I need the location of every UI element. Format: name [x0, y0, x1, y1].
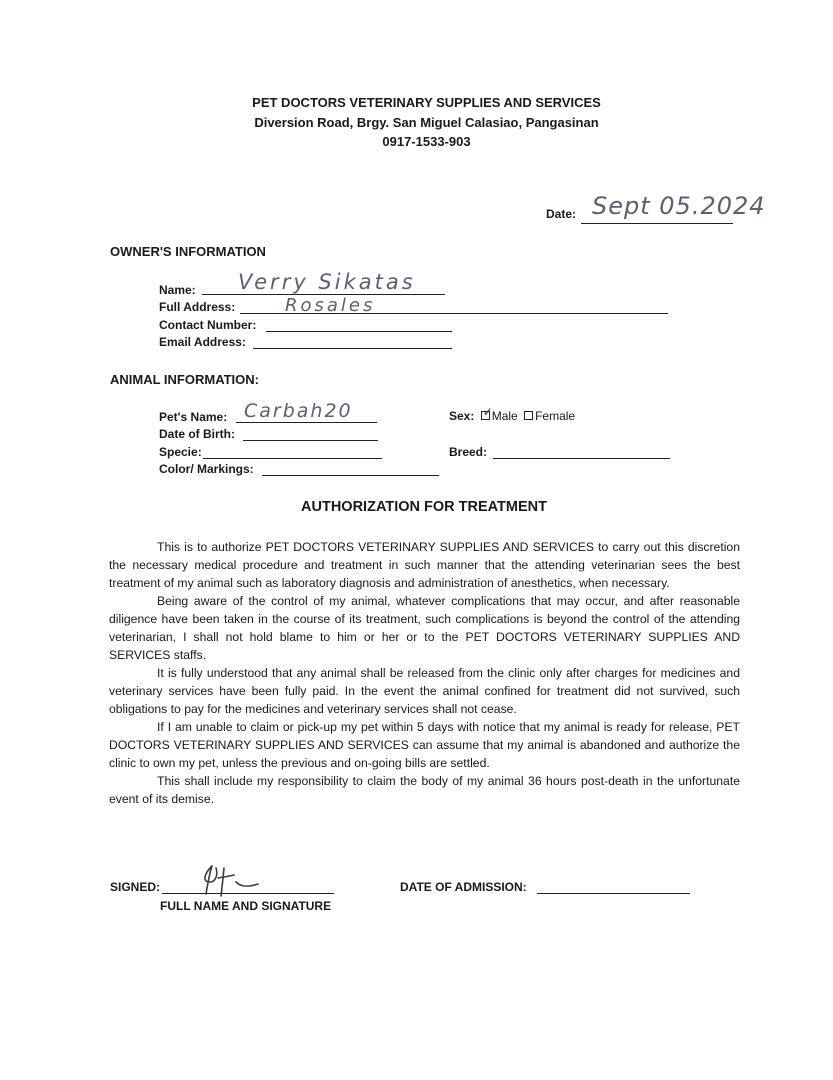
- color-line[interactable]: [262, 475, 439, 476]
- sex-label: Sex:: [449, 409, 475, 423]
- male-checkbox[interactable]: [481, 405, 493, 420]
- date-label: Date:: [546, 207, 577, 221]
- name-label: Name:: [159, 283, 196, 297]
- authorization-title: AUTHORIZATION FOR TREATMENT: [301, 499, 547, 515]
- breed-line[interactable]: [493, 458, 670, 459]
- paragraph-5: This shall include my responsibility to claim the body of my animal 36 hours post-death in the unfortunate event of its demise.: [109, 774, 740, 806]
- address-label: Full Address:: [159, 300, 236, 314]
- authorization-body: [109, 538, 740, 808]
- breed-label: Breed:: [449, 445, 488, 459]
- owner-heading: OWNER'S INFORMATION: [110, 244, 266, 259]
- email-line[interactable]: [253, 348, 452, 349]
- owner-name-value[interactable]: Verry Sikatas: [238, 270, 416, 294]
- pet-name-label: Pet's Name:: [159, 410, 228, 424]
- pet-name-line: [236, 422, 377, 423]
- paragraph-4: If I am unable to claim or pick-up my pet within 5 days with notice that my animal is ready for release, PET DOCTORS VETERINARY SUPPLIES AND SERVICES can assume that my animal is abandoned and authorize the clinic to own my pet, unless the previous and on-going bills are settled.: [109, 720, 740, 770]
- company-phone: 0917-1533-903: [382, 134, 471, 149]
- paragraph-1: This is to authorize PET DOCTORS VETERINARY SUPPLIES AND SERVICES to carry out this discretion the necessary medical procedure and treatment in such manner that the attending veterinarian sees the best treatment of my animal such as laboratory diagnosis and administration of anesthetics, when necessary.: [109, 540, 740, 590]
- animal-heading: ANIMAL INFORMATION:: [110, 372, 259, 387]
- company-address: Diversion Road, Brgy. San Miguel Calasiao, Pangasinan: [254, 115, 599, 130]
- admission-line[interactable]: [537, 893, 690, 894]
- paragraph-3: It is fully understood that any animal shall be released from the clinic only after charges for medicines and veterinary services have been fully paid. In the event the animal confined for treatment did not survived, such obligations to pay for the medicines and veterinary services shall not cease.: [109, 666, 740, 716]
- contact-line[interactable]: [266, 331, 452, 332]
- admission-label: DATE OF ADMISSION:: [400, 880, 527, 894]
- female-checkbox[interactable]: [524, 411, 533, 420]
- date-value[interactable]: Sept 05.2024: [592, 192, 766, 220]
- contact-label: Contact Number:: [159, 318, 257, 332]
- sex-field: [449, 405, 576, 423]
- signature-caption: FULL NAME AND SIGNATURE: [160, 899, 332, 913]
- specie-label: Specie:: [159, 445, 202, 459]
- specie-line[interactable]: [203, 458, 382, 459]
- dob-label: Date of Birth:: [159, 427, 235, 441]
- paragraph-2: Being aware of the control of my animal, whatever complications that may occur, and after reasonable diligence have been taken in the course of its treatment, such complications is beyond the control of the attending veterinarian, I shall not hold blame to him or her or to the PET DOCTORS VETERINARY SUPPLIES AND SERVICES staffs.: [109, 594, 740, 662]
- dob-line[interactable]: [243, 440, 378, 441]
- email-label: Email Address:: [159, 335, 246, 349]
- company-name: PET DOCTORS VETERINARY SUPPLIES AND SERVICES: [252, 95, 601, 110]
- color-label: Color/ Markings:: [159, 462, 254, 476]
- handwritten-signature: [196, 860, 266, 900]
- male-option-label: Male: [491, 409, 518, 423]
- female-option-label: Female: [535, 409, 576, 423]
- date-line: [581, 223, 733, 224]
- pet-name-value[interactable]: Carbah20: [244, 400, 353, 422]
- check-mark-icon: ✓: [482, 405, 493, 420]
- signed-label: SIGNED:: [110, 880, 161, 894]
- owner-address-value[interactable]: Rosales: [285, 295, 376, 316]
